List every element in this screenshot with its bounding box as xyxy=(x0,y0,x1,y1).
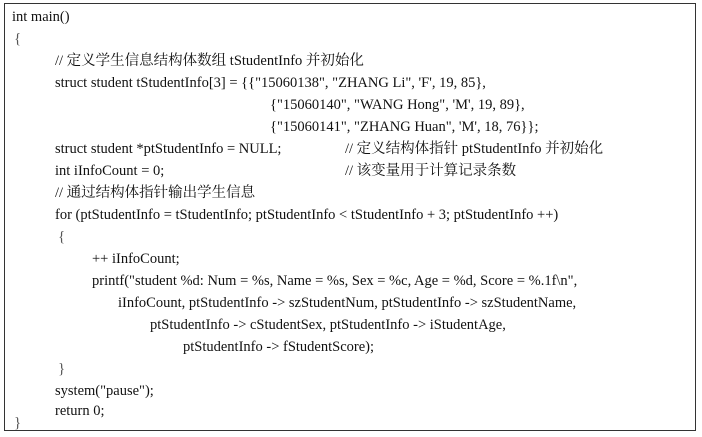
code-line-for-loop: for (ptStudentInfo = tStudentInfo; ptStudentInfo < tStudentInfo + 3; ptStudentInfo ++) xyxy=(55,207,559,223)
code-line-count-decl: int iInfoCount = 0; xyxy=(55,163,165,179)
code-line-array-decl: struct student tStudentInfo[3] = {{"15060138", "ZHANG Li", 'F', 19, 85}, xyxy=(55,75,486,91)
code-line-close-brace: } xyxy=(14,415,22,431)
code-line-comment-output: // 通过结构体指针输出学生信息 xyxy=(55,185,256,201)
code-line-printf-args-2: ptStudentInfo -> cStudentSex, ptStudentInfo -> iStudentAge, xyxy=(150,317,506,333)
code-line-printf-args-3: ptStudentInfo -> fStudentScore); xyxy=(183,339,375,355)
code-line-pointer-comment: // 定义结构体指针 ptStudentInfo 并初始化 xyxy=(345,141,604,157)
code-line-count-comment: // 该变量用于计算记录条数 xyxy=(345,163,517,179)
code-line-return: return 0; xyxy=(55,403,105,419)
code-line-increment: ++ iInfoCount; xyxy=(92,251,180,267)
code-line-loop-close-brace: } xyxy=(58,361,66,377)
code-line-printf-args-1: iInfoCount, ptStudentInfo -> szStudentNum, ptStudentInfo -> szStudentName, xyxy=(118,295,577,311)
code-line-array-row-3: {"15060141", "ZHANG Huan", 'M', 18, 76}}; xyxy=(270,119,539,135)
code-line-array-row-2: {"15060140", "WANG Hong", 'M', 19, 89}, xyxy=(270,97,525,113)
code-line-loop-open-brace: { xyxy=(58,229,66,245)
code-line-printf: printf("student %d: Num = %s, Name = %s, Sex = %c, Age = %d, Score = %.1f\n", xyxy=(92,273,578,289)
code-line-main-signature: int main() xyxy=(12,9,70,25)
code-line-pointer-decl: struct student *ptStudentInfo = NULL; xyxy=(55,141,282,157)
code-line-open-brace: { xyxy=(14,31,22,47)
code-line-system-pause: system("pause"); xyxy=(55,383,154,399)
code-line-comment-array: // 定义学生信息结构体数组 tStudentInfo 并初始化 xyxy=(55,53,364,69)
